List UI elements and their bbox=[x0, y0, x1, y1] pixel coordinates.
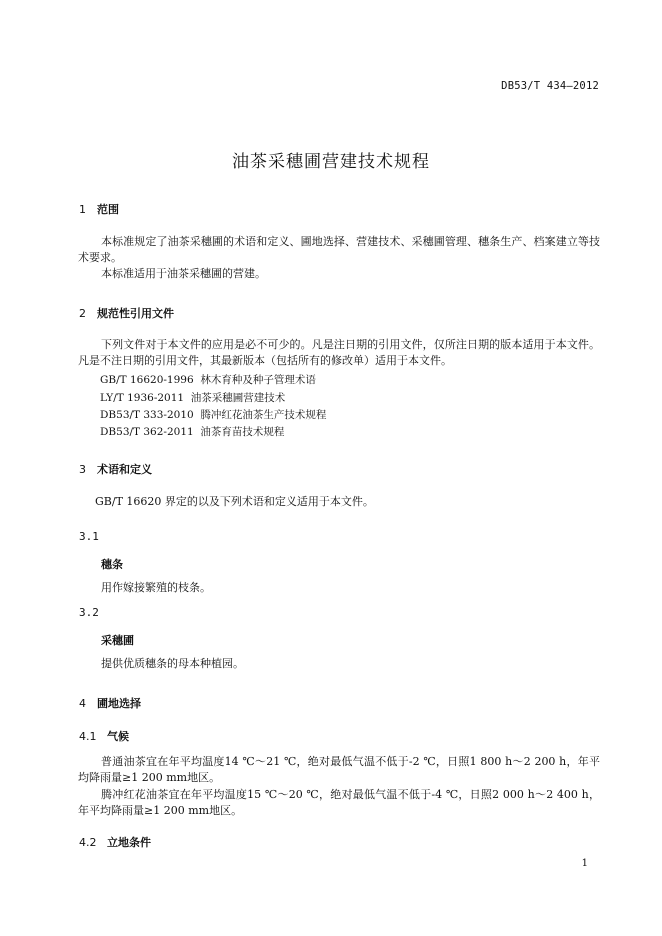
reference-code: LY/T 1936-2011 bbox=[100, 392, 185, 404]
reference-item bbox=[100, 372, 316, 388]
term-number: 3.1 bbox=[79, 530, 99, 543]
section-4-heading bbox=[79, 695, 141, 711]
section-4-title: 圃地选择 bbox=[97, 697, 141, 710]
reference-name: 油茶采穗圃营建技术 bbox=[190, 392, 286, 404]
subsection-4-2-heading bbox=[79, 834, 151, 850]
term-name: 穗条 bbox=[101, 558, 123, 571]
subsection-4-1-title: 气候 bbox=[107, 730, 129, 743]
reference-item bbox=[100, 424, 284, 440]
section-1-paragraph-1: 本标准规定了油茶采穗圃的术语和定义、圃地选择、营建技术、采穗圃管理、穗条生产、档案建立等技术要求。 bbox=[78, 235, 600, 264]
subsection-4-1-heading bbox=[79, 728, 129, 744]
section-4-number: 4 bbox=[79, 697, 86, 710]
term-name: 采穗圃 bbox=[101, 634, 134, 647]
reference-name: 腾冲红花油茶生产技术规程 bbox=[200, 409, 327, 421]
reference-code: DB53/T 333-2010 bbox=[100, 409, 194, 421]
section-3-title: 术语和定义 bbox=[97, 463, 152, 476]
section-3-number: 3 bbox=[79, 463, 86, 476]
subsection-4-1-number: 4.1 bbox=[79, 730, 97, 743]
reference-item bbox=[100, 407, 326, 423]
section-1-paragraph-2: 本标准适用于油茶采穗圃的营建。 bbox=[101, 267, 266, 280]
reference-item bbox=[100, 390, 285, 406]
section-1-number: 1 bbox=[79, 203, 86, 216]
section-2-heading bbox=[79, 305, 174, 321]
subsection-4-2-title: 立地条件 bbox=[107, 836, 151, 849]
section-2-title: 规范性引用文件 bbox=[97, 307, 174, 320]
page-number: 1 bbox=[581, 858, 588, 869]
reference-code: DB53/T 362-2011 bbox=[100, 426, 194, 438]
reference-code: GB/T 16620-1996 bbox=[100, 374, 194, 386]
section-1-heading bbox=[79, 201, 119, 217]
subsection-4-2-number: 4.2 bbox=[79, 836, 97, 849]
term-definition: 用作嫁接繁殖的枝条。 bbox=[101, 581, 211, 594]
term-definition: 提供优质穗条的母本种植园。 bbox=[101, 657, 244, 670]
section-3-intro: GB/T 16620 界定的以及下列术语和定义适用于本文件。 bbox=[95, 495, 374, 508]
subsection-4-1-paragraph-1: 普通油茶宜在年平均温度14 ℃～21 ℃，绝对最低气温不低于-2 ℃，日照1 800 h～2 200 h，年平均降雨量≥1 200 mm地区。 bbox=[78, 755, 600, 784]
reference-name: 油茶育苗技术规程 bbox=[200, 426, 285, 438]
standard-code: DB53/T 434—2012 bbox=[501, 80, 599, 92]
section-2-paragraph: 下列文件对于本文件的应用是必不可少的。凡是注日期的引用文件，仅所注日期的版本适用于本文件。凡是不注日期的引用文件，其最新版本（包括所有的修改单）适用于本文件。 bbox=[78, 338, 600, 367]
document-title: 油茶采穗圃营建技术规程 bbox=[232, 152, 430, 172]
section-2-number: 2 bbox=[79, 307, 86, 320]
term-number: 3.2 bbox=[79, 606, 99, 619]
reference-name: 林木育种及种子管理术语 bbox=[200, 374, 316, 386]
section-1-title: 范围 bbox=[97, 203, 119, 216]
section-3-heading bbox=[79, 461, 152, 477]
subsection-4-1-paragraph-2: 腾冲红花油茶宜在年平均温度15 ℃～20 ℃，绝对最低气温不低于-4 ℃，日照2 000 h～2 400 h，年平均降雨量≥1 200 mm地区。 bbox=[78, 788, 600, 817]
